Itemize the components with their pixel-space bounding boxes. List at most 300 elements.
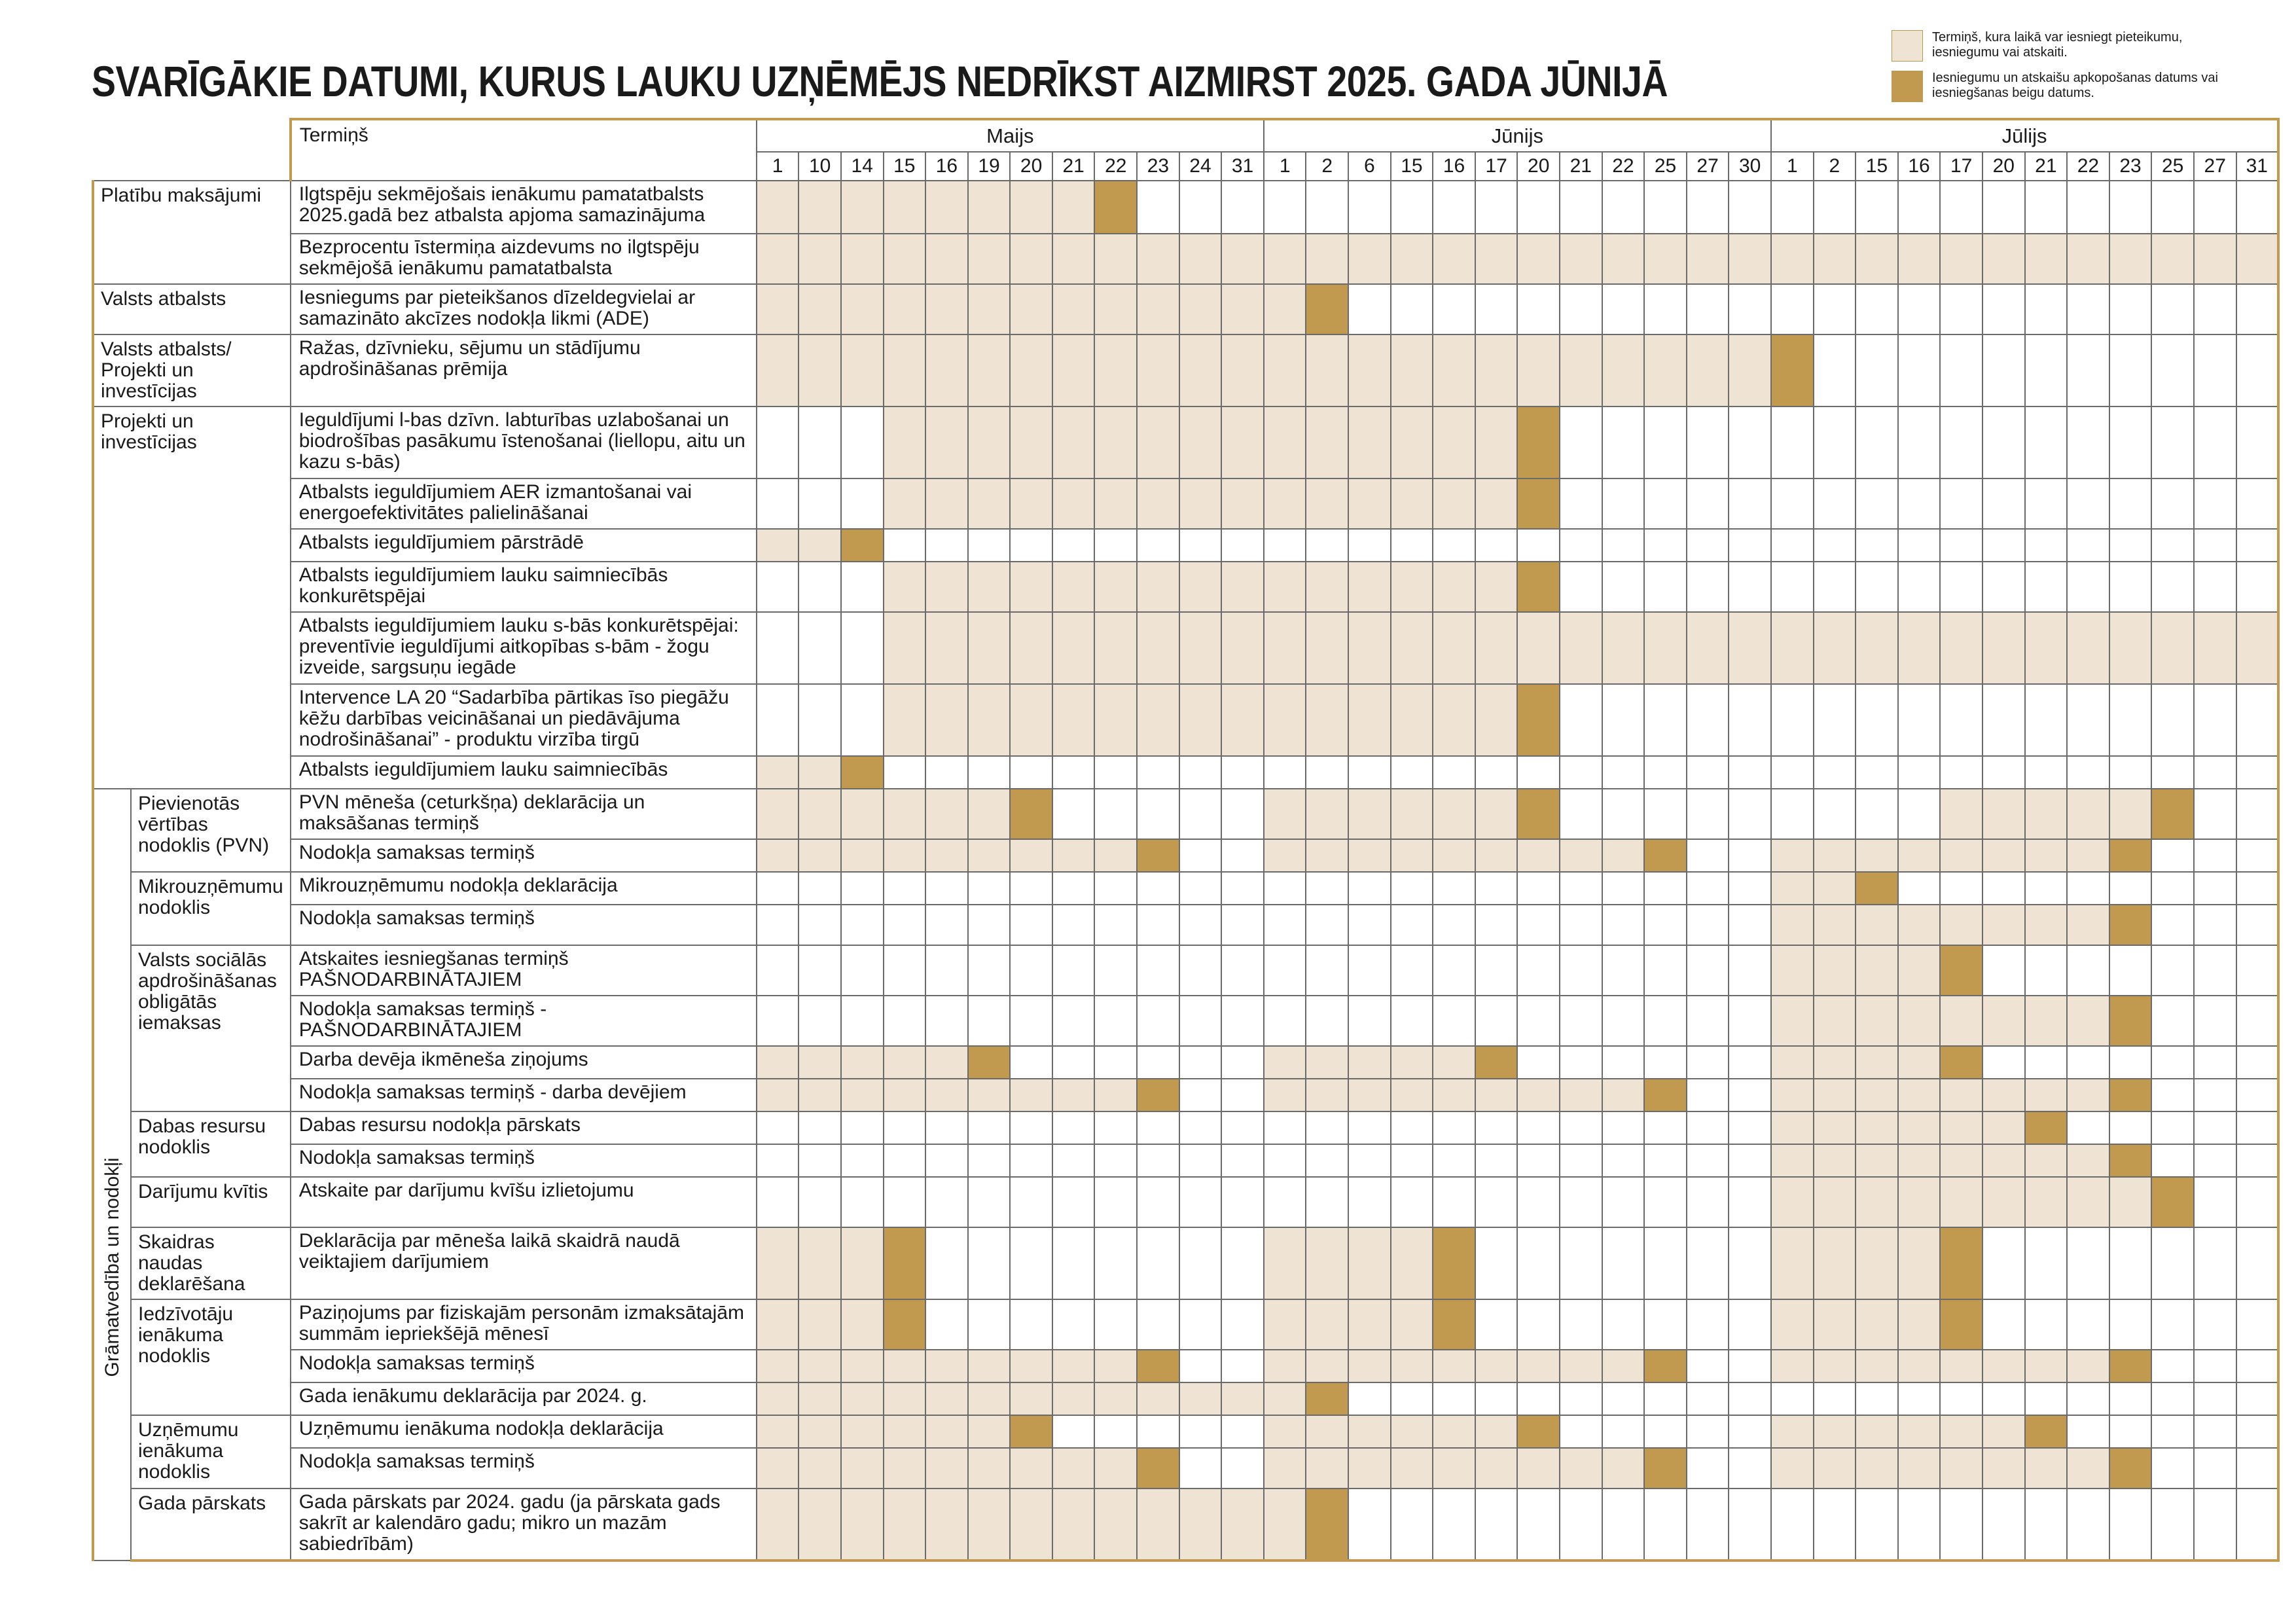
- period-cell: [1010, 1382, 1052, 1415]
- empty-cell: [1814, 1489, 1856, 1561]
- period-cell: [841, 181, 884, 234]
- empty-cell: [1940, 284, 1982, 334]
- empty-cell: [2025, 756, 2068, 789]
- header-day: 24: [1179, 152, 1222, 181]
- empty-cell: [2236, 406, 2279, 478]
- period-cell: [2025, 1177, 2068, 1227]
- period-cell: [1560, 1448, 1602, 1489]
- empty-cell: [1729, 1144, 1771, 1177]
- period-cell: [1221, 334, 1264, 406]
- empty-cell: [1433, 756, 1475, 789]
- empty-cell: [1687, 1046, 1729, 1079]
- period-cell: [925, 1448, 968, 1489]
- period-cell: [757, 1489, 799, 1561]
- period-cell: [1052, 612, 1095, 684]
- period-cell: [968, 612, 1011, 684]
- empty-cell: [1475, 1489, 1518, 1561]
- period-cell: [1348, 234, 1391, 284]
- empty-cell: [2236, 1227, 2279, 1299]
- period-cell: [884, 181, 926, 234]
- period-cell: [1982, 1350, 2025, 1382]
- period-cell: [1391, 478, 1433, 529]
- table-row: [93, 1111, 2278, 1144]
- period-cell: [925, 684, 968, 756]
- table-row: [93, 562, 2278, 612]
- empty-cell: [1094, 945, 1137, 996]
- empty-cell: [1687, 1177, 1729, 1227]
- period-cell: [1517, 334, 1560, 406]
- empty-cell: [1052, 529, 1095, 562]
- legend-text-dark: Iesniegumu un atskaišu apkopošanas datums vai iesniegšanas beigu datums.: [1932, 71, 2218, 100]
- period-cell: [1137, 684, 1179, 756]
- empty-cell: [1221, 1415, 1264, 1448]
- empty-cell: [1391, 181, 1433, 234]
- empty-cell: [1264, 905, 1306, 945]
- row-label: Nodokļa samaksas termiņš: [291, 905, 757, 945]
- empty-cell: [968, 872, 1011, 905]
- period-cell: [1560, 1079, 1602, 1111]
- empty-cell: [1094, 1227, 1137, 1299]
- period-cell: [1391, 562, 1433, 612]
- empty-cell: [1729, 905, 1771, 945]
- empty-cell: [1982, 756, 2025, 789]
- empty-cell: [1644, 1111, 1687, 1144]
- header-day: 25: [2151, 152, 2194, 181]
- period-cell: [1137, 284, 1179, 334]
- period-cell: [1094, 334, 1137, 406]
- empty-cell: [1687, 1111, 1729, 1144]
- period-cell: [757, 529, 799, 562]
- empty-cell: [1729, 181, 1771, 234]
- empty-cell: [1814, 406, 1856, 478]
- empty-cell: [1264, 1111, 1306, 1144]
- empty-cell: [1982, 334, 2025, 406]
- empty-cell: [1602, 562, 1645, 612]
- period-cell: [1179, 406, 1222, 478]
- period-cell: [1898, 1177, 1941, 1227]
- period-cell: [1348, 1448, 1391, 1489]
- empty-cell: [1898, 1382, 1941, 1415]
- empty-cell: [968, 1299, 1011, 1350]
- empty-cell: [1094, 1415, 1137, 1448]
- period-cell: [1433, 1448, 1475, 1489]
- period-cell: [1306, 334, 1348, 406]
- row-label: Nodokļa samaksas termiņš: [291, 839, 757, 872]
- period-cell: [1560, 334, 1602, 406]
- empty-cell: [1560, 406, 1602, 478]
- period-cell: [1391, 334, 1433, 406]
- deadline-cell: [1940, 1299, 1982, 1350]
- empty-cell: [798, 562, 841, 612]
- period-cell: [1475, 684, 1518, 756]
- table-row: [93, 284, 2278, 334]
- empty-cell: [1094, 1299, 1137, 1350]
- empty-cell: [2194, 406, 2236, 478]
- empty-cell: [2067, 1046, 2109, 1079]
- table-row: [93, 872, 2278, 905]
- period-cell: [841, 334, 884, 406]
- header-day: 23: [2109, 152, 2152, 181]
- row-label: Atbalsts ieguldījumiem lauku s-bās konkurētspējai: preventīvie ieguldījumi aitkopības s-bām - žogu izveide, sargsuņu iegāde: [291, 612, 757, 684]
- empty-cell: [2025, 684, 2068, 756]
- period-cell: [1982, 905, 2025, 945]
- empty-cell: [1814, 478, 1856, 529]
- empty-cell: [1306, 1177, 1348, 1227]
- empty-cell: [1687, 839, 1729, 872]
- empty-cell: [1391, 905, 1433, 945]
- empty-cell: [2236, 284, 2279, 334]
- empty-cell: [1687, 1489, 1729, 1561]
- empty-cell: [1348, 996, 1391, 1046]
- empty-cell: [1475, 1382, 1518, 1415]
- period-cell: [1348, 406, 1391, 478]
- empty-cell: [1814, 684, 1856, 756]
- empty-cell: [1221, 1046, 1264, 1079]
- empty-cell: [1982, 684, 2025, 756]
- header-day: 23: [1137, 152, 1179, 181]
- empty-cell: [1560, 1046, 1602, 1079]
- empty-cell: [798, 1111, 841, 1144]
- header-day: 20: [1517, 152, 1560, 181]
- period-cell: [1306, 789, 1348, 839]
- deadline-cell: [1517, 684, 1560, 756]
- empty-cell: [1644, 1177, 1687, 1227]
- empty-cell: [1856, 334, 1898, 406]
- legend: [1892, 30, 2232, 111]
- period-cell: [1433, 406, 1475, 478]
- empty-cell: [1729, 1415, 1771, 1448]
- empty-cell: [1475, 284, 1518, 334]
- empty-cell: [2151, 1144, 2194, 1177]
- empty-cell: [1348, 1144, 1391, 1177]
- period-cell: [1940, 1448, 1982, 1489]
- period-cell: [1982, 1144, 2025, 1177]
- empty-cell: [1475, 756, 1518, 789]
- header-term-label: Termiņš: [291, 119, 757, 181]
- empty-cell: [1010, 1046, 1052, 1079]
- period-cell: [1391, 1415, 1433, 1448]
- header-day: 27: [1687, 152, 1729, 181]
- period-cell: [1898, 945, 1941, 996]
- empty-cell: [1560, 1227, 1602, 1299]
- empty-cell: [1856, 1489, 1898, 1561]
- period-cell: [1814, 905, 1856, 945]
- period-cell: [1391, 1299, 1433, 1350]
- empty-cell: [968, 996, 1011, 1046]
- period-cell: [1771, 1299, 1814, 1350]
- period-cell: [1306, 1046, 1348, 1079]
- period-cell: [1856, 839, 1898, 872]
- empty-cell: [1982, 945, 2025, 996]
- period-cell: [1264, 1448, 1306, 1489]
- empty-cell: [1094, 872, 1137, 905]
- period-cell: [1940, 1111, 1982, 1144]
- table-row: [93, 1382, 2278, 1415]
- empty-cell: [841, 996, 884, 1046]
- period-cell: [1771, 1177, 1814, 1227]
- empty-cell: [1814, 181, 1856, 234]
- empty-cell: [925, 1177, 968, 1227]
- empty-cell: [1560, 1177, 1602, 1227]
- empty-cell: [1602, 406, 1645, 478]
- empty-cell: [1814, 756, 1856, 789]
- period-cell: [1094, 1350, 1137, 1382]
- category-platibu: Platību maksājumi: [93, 181, 291, 284]
- period-cell: [884, 562, 926, 612]
- empty-cell: [1729, 789, 1771, 839]
- period-cell: [884, 612, 926, 684]
- period-cell: [1094, 839, 1137, 872]
- empty-cell: [1602, 945, 1645, 996]
- period-cell: [1010, 478, 1052, 529]
- period-cell: [1898, 234, 1941, 284]
- empty-cell: [1094, 1111, 1137, 1144]
- empty-cell: [968, 1177, 1011, 1227]
- period-cell: [1179, 284, 1222, 334]
- row-label: Gada ienākumu deklarācija par 2024. g.: [291, 1382, 757, 1415]
- period-cell: [1814, 1350, 1856, 1382]
- period-cell: [757, 1448, 799, 1489]
- period-cell: [1433, 1079, 1475, 1111]
- period-cell: [968, 684, 1011, 756]
- empty-cell: [1179, 905, 1222, 945]
- period-cell: [1179, 684, 1222, 756]
- empty-cell: [1940, 756, 1982, 789]
- period-cell: [1517, 839, 1560, 872]
- empty-cell: [798, 684, 841, 756]
- empty-cell: [1517, 1227, 1560, 1299]
- empty-cell: [757, 905, 799, 945]
- empty-cell: [2109, 406, 2152, 478]
- subcategory-mikro: Mikrouzņēmumu nodoklis: [131, 872, 291, 945]
- period-cell: [1391, 789, 1433, 839]
- empty-cell: [1982, 872, 2025, 905]
- empty-cell: [2236, 1448, 2279, 1489]
- empty-cell: [1687, 562, 1729, 612]
- header-day: 10: [798, 152, 841, 181]
- row-label: Atbalsts ieguldījumiem AER izmantošanai vai energoefektivitātes palielināšanai: [291, 478, 757, 529]
- empty-cell: [884, 996, 926, 1046]
- period-cell: [798, 1299, 841, 1350]
- empty-cell: [1221, 181, 1264, 234]
- empty-cell: [757, 1177, 799, 1227]
- period-cell: [925, 478, 968, 529]
- period-cell: [884, 839, 926, 872]
- empty-cell: [841, 612, 884, 684]
- empty-cell: [1729, 1448, 1771, 1489]
- period-cell: [1348, 1415, 1391, 1448]
- empty-cell: [1771, 789, 1814, 839]
- header-month-june: Jūnijs: [1264, 119, 1771, 152]
- period-cell: [2025, 612, 2068, 684]
- empty-cell: [1560, 181, 1602, 234]
- period-cell: [1306, 684, 1348, 756]
- header-day: 16: [1433, 152, 1475, 181]
- row-label: Deklarācija par mēneša laikā skaidrā naudā veiktajiem darījumiem: [291, 1227, 757, 1299]
- empty-cell: [1982, 181, 2025, 234]
- period-cell: [841, 1299, 884, 1350]
- empty-cell: [1475, 945, 1518, 996]
- empty-cell: [2151, 284, 2194, 334]
- period-cell: [1264, 406, 1306, 478]
- empty-cell: [1729, 1079, 1771, 1111]
- period-cell: [1856, 1046, 1898, 1079]
- header-corner: [93, 119, 291, 181]
- period-cell: [1306, 234, 1348, 284]
- period-cell: [1264, 1227, 1306, 1299]
- empty-cell: [841, 562, 884, 612]
- period-cell: [1137, 334, 1179, 406]
- empty-cell: [1560, 1415, 1602, 1448]
- period-cell: [1306, 1227, 1348, 1299]
- empty-cell: [1729, 529, 1771, 562]
- empty-cell: [1475, 872, 1518, 905]
- period-cell: [925, 1489, 968, 1561]
- empty-cell: [1771, 684, 1814, 756]
- empty-cell: [2067, 945, 2109, 996]
- period-cell: [1264, 839, 1306, 872]
- period-cell: [2067, 905, 2109, 945]
- empty-cell: [1982, 529, 2025, 562]
- period-cell: [1982, 1448, 2025, 1489]
- period-cell: [1475, 1350, 1518, 1382]
- empty-cell: [2109, 1489, 2152, 1561]
- empty-cell: [2151, 1382, 2194, 1415]
- deadline-cell: [1010, 1415, 1052, 1448]
- period-cell: [1940, 612, 1982, 684]
- period-cell: [1264, 234, 1306, 284]
- empty-cell: [1052, 756, 1095, 789]
- period-cell: [1094, 612, 1137, 684]
- period-cell: [1137, 1382, 1179, 1415]
- empty-cell: [1391, 945, 1433, 996]
- empty-cell: [2151, 1299, 2194, 1350]
- empty-cell: [1010, 872, 1052, 905]
- period-cell: [1094, 406, 1137, 478]
- empty-cell: [968, 1111, 1011, 1144]
- empty-cell: [2109, 181, 2152, 234]
- period-cell: [2236, 612, 2279, 684]
- table-row: [93, 839, 2278, 872]
- empty-cell: [1348, 1111, 1391, 1144]
- empty-cell: [1771, 756, 1814, 789]
- empty-cell: [1729, 839, 1771, 872]
- empty-cell: [1221, 1227, 1264, 1299]
- empty-cell: [1052, 1415, 1095, 1448]
- table-row: [93, 789, 2278, 839]
- empty-cell: [2067, 478, 2109, 529]
- period-cell: [1475, 1079, 1518, 1111]
- empty-cell: [2109, 684, 2152, 756]
- period-cell: [1940, 1415, 1982, 1448]
- empty-cell: [1771, 284, 1814, 334]
- empty-cell: [1560, 905, 1602, 945]
- category-valsts-atbalsts: Valsts atbalsts: [93, 284, 291, 334]
- empty-cell: [1687, 1227, 1729, 1299]
- empty-cell: [1982, 1046, 2025, 1079]
- header-day: 15: [1391, 152, 1433, 181]
- empty-cell: [1644, 406, 1687, 478]
- empty-cell: [1560, 1299, 1602, 1350]
- empty-cell: [1644, 529, 1687, 562]
- period-cell: [1391, 1448, 1433, 1489]
- empty-cell: [1687, 1299, 1729, 1350]
- table-row: [93, 756, 2278, 789]
- empty-cell: [1517, 1111, 1560, 1144]
- period-cell: [1137, 612, 1179, 684]
- period-cell: [1729, 234, 1771, 284]
- empty-cell: [1729, 1227, 1771, 1299]
- period-cell: [1940, 839, 1982, 872]
- empty-cell: [1602, 478, 1645, 529]
- empty-cell: [1687, 1144, 1729, 1177]
- period-cell: [798, 1415, 841, 1448]
- period-cell: [1814, 945, 1856, 996]
- period-cell: [1856, 1227, 1898, 1299]
- empty-cell: [2194, 945, 2236, 996]
- row-label: Intervence LA 20 “Sadarbība pārtikas īso piegāžu kēžu darbības veicināšanai un piedāvājuma nodrošināšanai” - produktu virzība tirgū: [291, 684, 757, 756]
- period-cell: [798, 1350, 841, 1382]
- period-cell: [1010, 1350, 1052, 1382]
- period-cell: [1306, 1299, 1348, 1350]
- empty-cell: [1982, 562, 2025, 612]
- subcategory-skaidras: Skaidras naudas deklarēšana: [131, 1227, 291, 1299]
- period-cell: [1433, 478, 1475, 529]
- empty-cell: [1729, 1350, 1771, 1382]
- period-cell: [1602, 334, 1645, 406]
- period-cell: [1306, 839, 1348, 872]
- empty-cell: [2151, 334, 2194, 406]
- empty-cell: [2151, 872, 2194, 905]
- period-cell: [1010, 684, 1052, 756]
- empty-cell: [1221, 945, 1264, 996]
- period-cell: [1221, 284, 1264, 334]
- period-cell: [1433, 234, 1475, 284]
- empty-cell: [757, 1111, 799, 1144]
- period-cell: [2025, 1079, 2068, 1111]
- period-cell: [968, 1415, 1011, 1448]
- empty-cell: [1475, 181, 1518, 234]
- empty-cell: [1348, 872, 1391, 905]
- deadline-cell: [1475, 1046, 1518, 1079]
- legend-swatch-dark: [1892, 71, 1923, 102]
- empty-cell: [1898, 406, 1941, 478]
- period-cell: [1433, 839, 1475, 872]
- empty-cell: [2151, 684, 2194, 756]
- empty-cell: [1644, 789, 1687, 839]
- period-cell: [1221, 478, 1264, 529]
- subcategory-kvitis: Darījumu kvītis: [131, 1177, 291, 1227]
- period-cell: [757, 1382, 799, 1415]
- row-label: Gada pārskats par 2024. gadu (ja pārskata gads sakrīt ar kalendāro gadu; mikro un mazām sabiedrībām): [291, 1489, 757, 1561]
- empty-cell: [1179, 1415, 1222, 1448]
- period-cell: [1433, 684, 1475, 756]
- period-cell: [1602, 839, 1645, 872]
- deadline-cell: [1137, 1448, 1179, 1489]
- empty-cell: [1687, 872, 1729, 905]
- deadline-cell: [2109, 1448, 2152, 1489]
- category-gramatvediba: [93, 789, 131, 1561]
- empty-cell: [841, 406, 884, 478]
- empty-cell: [1602, 1299, 1645, 1350]
- table-row: [93, 1299, 2278, 1350]
- empty-cell: [1517, 1489, 1560, 1561]
- empty-cell: [1433, 872, 1475, 905]
- legend-swatch-light: [1892, 30, 1923, 62]
- period-cell: [1010, 181, 1052, 234]
- empty-cell: [1391, 529, 1433, 562]
- deadline-cell: [1517, 1415, 1560, 1448]
